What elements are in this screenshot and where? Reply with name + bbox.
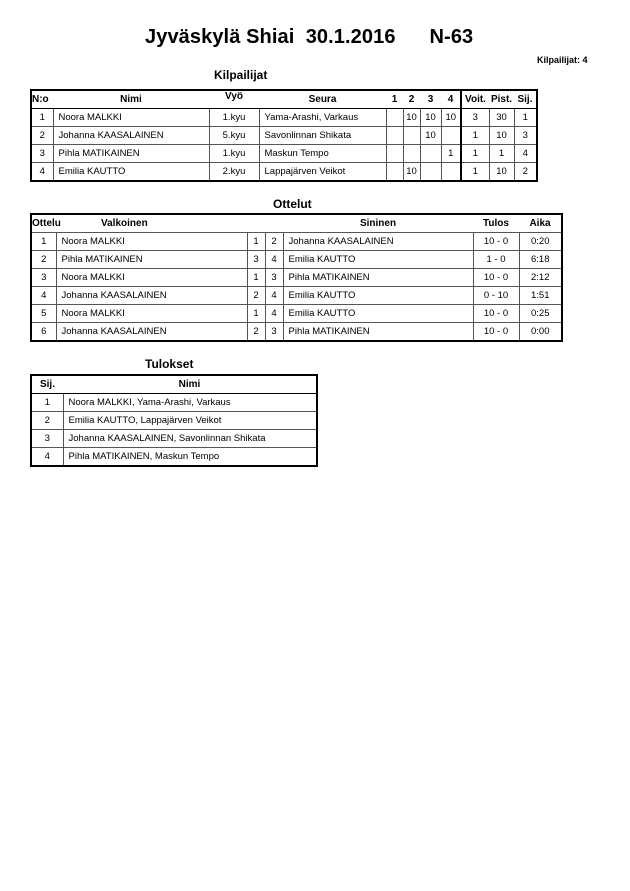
white-competitor: Noora MALKKI — [56, 233, 247, 251]
score-vs-1 — [386, 127, 403, 145]
score-vs-3 — [420, 163, 441, 182]
competitor-name: Noora MALKKI — [53, 109, 209, 127]
match-row — [31, 233, 562, 251]
competitor-place: 2 — [514, 163, 537, 182]
col-header-s4: 4 — [441, 90, 461, 109]
result-name: Emilia KAUTTO, Lappajärven Veikot — [63, 412, 317, 430]
competitors-header-row — [31, 90, 537, 109]
match-time: 6:18 — [519, 251, 562, 269]
score-vs-2 — [403, 127, 420, 145]
competitor-no: 2 — [31, 127, 53, 145]
match-no: 1 — [31, 233, 56, 251]
competitor-points: 10 — [489, 163, 514, 182]
col-header-place: Sij. — [514, 90, 537, 109]
competitor-points: 1 — [489, 145, 514, 163]
score-vs-2: 10 — [403, 163, 420, 182]
blue-competitor: Emilia KAUTTO — [283, 305, 473, 323]
competitor-belt: 5.kyu — [209, 127, 259, 145]
results-heading: Tulokset — [145, 357, 194, 371]
white-competitor-no: 1 — [247, 305, 265, 323]
competitor-place: 1 — [514, 109, 537, 127]
blue-competitor-no: 4 — [265, 251, 283, 269]
match-time: 2:12 — [519, 269, 562, 287]
score-vs-4: 10 — [441, 109, 461, 127]
col-header-points: Pist. — [489, 90, 514, 109]
blue-competitor: Pihla MATIKAINEN — [283, 269, 473, 287]
competitor-row — [31, 109, 537, 127]
match-result: 10 - 0 — [473, 323, 519, 342]
blue-competitor-no: 4 — [265, 287, 283, 305]
white-competitor-no: 3 — [247, 251, 265, 269]
match-row — [31, 269, 562, 287]
competitor-wins: 3 — [461, 109, 489, 127]
blue-competitor-no: 2 — [265, 233, 283, 251]
result-name: Noora MALKKI, Yama-Arashi, Varkaus — [63, 394, 317, 412]
matches-heading: Ottelut — [273, 197, 312, 211]
score-vs-1 — [386, 109, 403, 127]
competitor-count: Kilpailijat: 4 — [537, 55, 588, 65]
col-header-s2: 2 — [403, 90, 420, 109]
white-competitor: Johanna KAASALAINEN — [56, 287, 247, 305]
blue-competitor: Pihla MATIKAINEN — [283, 323, 473, 342]
matches-header-row — [31, 214, 562, 233]
col-header-club: Seura — [259, 90, 386, 109]
match-row — [31, 323, 562, 342]
match-time: 0:20 — [519, 233, 562, 251]
competitor-wins: 1 — [461, 127, 489, 145]
match-result: 10 - 0 — [473, 305, 519, 323]
match-time: 1:51 — [519, 287, 562, 305]
competitor-row — [31, 127, 537, 145]
match-no: 6 — [31, 323, 56, 342]
competitor-club: Yama-Arashi, Varkaus — [259, 109, 386, 127]
white-competitor: Johanna KAASALAINEN — [56, 323, 247, 342]
competitor-row — [31, 163, 537, 182]
competitor-wins: 1 — [461, 163, 489, 182]
competitor-no: 1 — [31, 109, 53, 127]
col-header-belt: Vyö — [209, 90, 259, 109]
white-competitor-no: 2 — [247, 287, 265, 305]
score-vs-2: 10 — [403, 109, 420, 127]
results-header-row — [31, 375, 317, 394]
col-header-s3: 3 — [420, 90, 441, 109]
blue-competitor-no: 3 — [265, 269, 283, 287]
competitor-name: Emilia KAUTTO — [53, 163, 209, 182]
white-competitor-no: 2 — [247, 323, 265, 342]
competitor-belt: 2.kyu — [209, 163, 259, 182]
result-row — [31, 448, 317, 467]
match-result: 0 - 10 — [473, 287, 519, 305]
col-header-no: N:o — [31, 90, 53, 109]
result-place: 2 — [31, 412, 63, 430]
blue-competitor-no: 3 — [265, 323, 283, 342]
col-header-time: Aika — [529, 217, 551, 229]
matches-table — [30, 213, 563, 342]
score-vs-1 — [386, 163, 403, 182]
result-place: 3 — [31, 430, 63, 448]
competitor-place: 3 — [514, 127, 537, 145]
results-table — [30, 374, 318, 467]
match-result: 10 - 0 — [473, 233, 519, 251]
competitor-name: Johanna KAASALAINEN — [53, 127, 209, 145]
col-header-place: Sij. — [31, 375, 63, 394]
score-vs-3: 10 — [420, 127, 441, 145]
score-vs-1 — [386, 145, 403, 163]
competitors-table — [30, 89, 538, 182]
match-no: 2 — [31, 251, 56, 269]
competitor-club: Savonlinnan Shikata — [259, 127, 386, 145]
match-no: 4 — [31, 287, 56, 305]
match-time: 0:25 — [519, 305, 562, 323]
match-row — [31, 251, 562, 269]
white-competitor: Pihla MATIKAINEN — [56, 251, 247, 269]
col-header-result: Tulos — [483, 217, 509, 229]
col-header-blue: Sininen — [359, 217, 397, 229]
score-vs-4: 1 — [441, 145, 461, 163]
match-time: 0:00 — [519, 323, 562, 342]
match-result: 1 - 0 — [473, 251, 519, 269]
blue-competitor: Johanna KAASALAINEN — [283, 233, 473, 251]
result-row — [31, 430, 317, 448]
result-place: 4 — [31, 448, 63, 467]
col-header-wins: Voit. — [461, 90, 489, 109]
match-row — [31, 305, 562, 323]
col-header-white: Valkoinen — [101, 217, 148, 229]
col-header-match: Ottelu — [32, 217, 61, 229]
competitor-belt: 1.kyu — [209, 109, 259, 127]
col-header-s1: 1 — [386, 90, 403, 109]
match-row — [31, 287, 562, 305]
score-vs-2 — [403, 145, 420, 163]
score-vs-4 — [441, 163, 461, 182]
competitor-name: Pihla MATIKAINEN — [53, 145, 209, 163]
result-row — [31, 394, 317, 412]
competitor-points: 10 — [489, 127, 514, 145]
competitor-wins: 1 — [461, 145, 489, 163]
competitors-heading: Kilpailijat — [214, 68, 268, 82]
white-competitor: Noora MALKKI — [56, 305, 247, 323]
result-name: Pihla MATIKAINEN, Maskun Tempo — [63, 448, 317, 467]
result-place: 1 — [31, 394, 63, 412]
match-result: 10 - 0 — [473, 269, 519, 287]
white-competitor-no: 1 — [247, 269, 265, 287]
score-vs-3: 10 — [420, 109, 441, 127]
competitor-points: 30 — [489, 109, 514, 127]
result-name: Johanna KAASALAINEN, Savonlinnan Shikata — [63, 430, 317, 448]
competitor-no: 4 — [31, 163, 53, 182]
page-title: Jyväskylä Shiai 30.1.2016 N-63 — [145, 26, 474, 48]
competitor-club: Maskun Tempo — [259, 145, 386, 163]
col-header-name: Nimi — [53, 90, 209, 109]
white-competitor: Noora MALKKI — [56, 269, 247, 287]
competitor-row — [31, 145, 537, 163]
match-no: 5 — [31, 305, 56, 323]
competitor-club: Lappajärven Veikot — [259, 163, 386, 182]
score-vs-4 — [441, 127, 461, 145]
competitor-belt: 1.kyu — [209, 145, 259, 163]
white-competitor-no: 1 — [247, 233, 265, 251]
competitor-place: 4 — [514, 145, 537, 163]
blue-competitor: Emilia KAUTTO — [283, 287, 473, 305]
match-no: 3 — [31, 269, 56, 287]
blue-competitor-no: 4 — [265, 305, 283, 323]
blue-competitor: Emilia KAUTTO — [283, 251, 473, 269]
result-row — [31, 412, 317, 430]
col-header-name: Nimi — [63, 375, 317, 394]
competitor-no: 3 — [31, 145, 53, 163]
score-vs-3 — [420, 145, 441, 163]
